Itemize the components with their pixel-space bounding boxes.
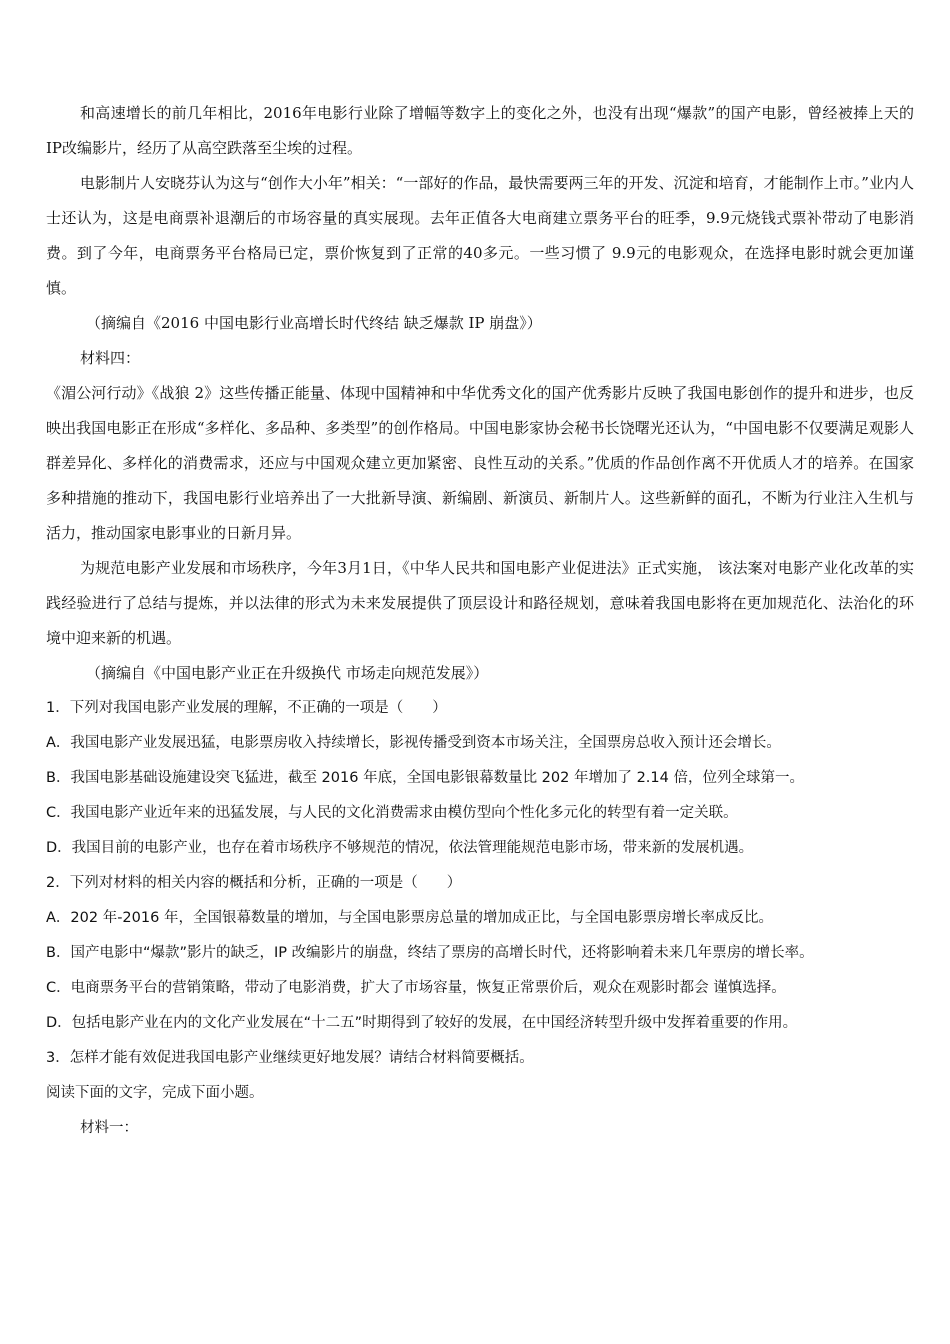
question-2-stem: 2．下列对材料的相关内容的概括和分析，正确的一项是（ ） [46,875,462,891]
material3-source: （摘编自《2016 中国电影行业高增长时代终结 缺乏爆款 IP 崩盘》） [86,314,542,332]
material4-paragraph-1: 《湄公河行动》《战狼 2》这些传播正能量、体现中国精神和中华优秀文化的国产优秀影片反映了我国电影创作的提升和进步，也反映出我国电影正在形成“多样化、多品种、多类型”的创作格局。中国电影家协会秘书长饶曙光还认为，“中国电影不仅要满足观影人群差异化、多样化的消费需求，还应与中国观众建立更加紧密、良性互动的关系。”优质的作品创作离不开优质人才的培养。在国家多种措施的推动下，我国电影行业培养出了一大批新导演、新编剧、新演员、新制片人。这些新鲜的面孔，不断为行业注入生机与活力，推动国家电影事业的日新月异。 [46,384,914,542]
question-2-option-b: B．国产电影中“爆款”影片的缺乏，IP 改编影片的崩盘，终结了票房的高增长时代，还将影响着未来几年票房的增长率。 [46,945,814,961]
question-block [46,691,914,1146]
question-1-option-b: B．我国电影基础设施建设突飞猛进，截至 2016 年底，全国电影银幕数量比 202 年增加了 2.14 倍，位列全球第一。 [46,770,804,786]
material3-paragraph-2: 电影制片人安晓芬认为这与“创作大小年”相关：“一部好的作品，最快需要两三年的开发、沉淀和培育，才能制作上市。”业内人士还认为，这是电商票补退潮后的市场容量的真实展现。去年正值各大电商建立票务平台的旺季，9.9元烧钱式票补带动了电影消费。到了今年，电商票务平台格局已定，票价恢复到了正常的40多元。一些习惯了 9.9元的电影观众，在选择电影时就会更加谨慎。 [46,174,914,297]
question-1-option-d: D．我国目前的电影产业，也存在着市场秩序不够规范的情况，依法管理能规范电影市场，带来新的发展机遇。 [46,840,754,856]
question-1-option-a: A．我国电影产业发展迅猛，电影票房收入持续增长，影视传播受到资本市场关注，全国票房总收入预计还会增长。 [46,735,781,751]
question-2-option-c: C．电商票务平台的营销策略，带动了电影消费，扩大了市场容量，恢复正常票价后，观众在观影时都会 谨慎选择。 [46,980,786,996]
material1-heading: 材料一： [80,1120,138,1136]
question-3-stem: 3．怎样才能有效促进我国电影产业继续更好地发展？请结合材料简要概括。 [46,1050,534,1066]
question-2-option-a: A．202 年-2016 年，全国银幕数量的增加，与全国电影票房总量的增加成正比，与全国电影票房增长率成反比。 [46,910,773,926]
material4-paragraph-2: 为规范电影产业发展和市场秩序，今年3月1日，《中华人民共和国电影产业促进法》正式实施， 该法案对电影产业化改革的实践经验进行了总结与提炼，并以法律的形式为未来发展提供了顶层设计和路径规划，意味着我国电影将在更加规范化、法治化的环境中迎来新的机遇。 [46,559,914,647]
question-1-option-c: C．我国电影产业近年来的迅猛发展，与人民的文化消费需求由模仿型向个性化多元化的转型有着一定关联。 [46,805,738,821]
material4-source: （摘编自《中国电影产业正在升级换代 市场走向规范发展》） [86,664,489,682]
reading-instruction: 阅读下面的文字，完成下面小题。 [46,1085,264,1101]
material4-heading: 材料四： [80,349,141,367]
document-page [46,96,914,1146]
material3-paragraph-1: 和高速增长的前几年相比，2016年电影行业除了增幅等数字上的变化之外，也没有出现“爆款”的国产电影，曾经被捧上天的IP改编影片，经历了从高空跌落至尘埃的过程。 [46,104,914,157]
question-2-option-d: D．包括电影产业在内的文化产业发展在“十二五”时期得到了较好的发展，在中国经济转型升级中发挥着重要的作用。 [46,1015,798,1031]
question-1-stem: 1．下列对我国电影产业发展的理解，不正确的一项是（ ） [46,700,447,716]
